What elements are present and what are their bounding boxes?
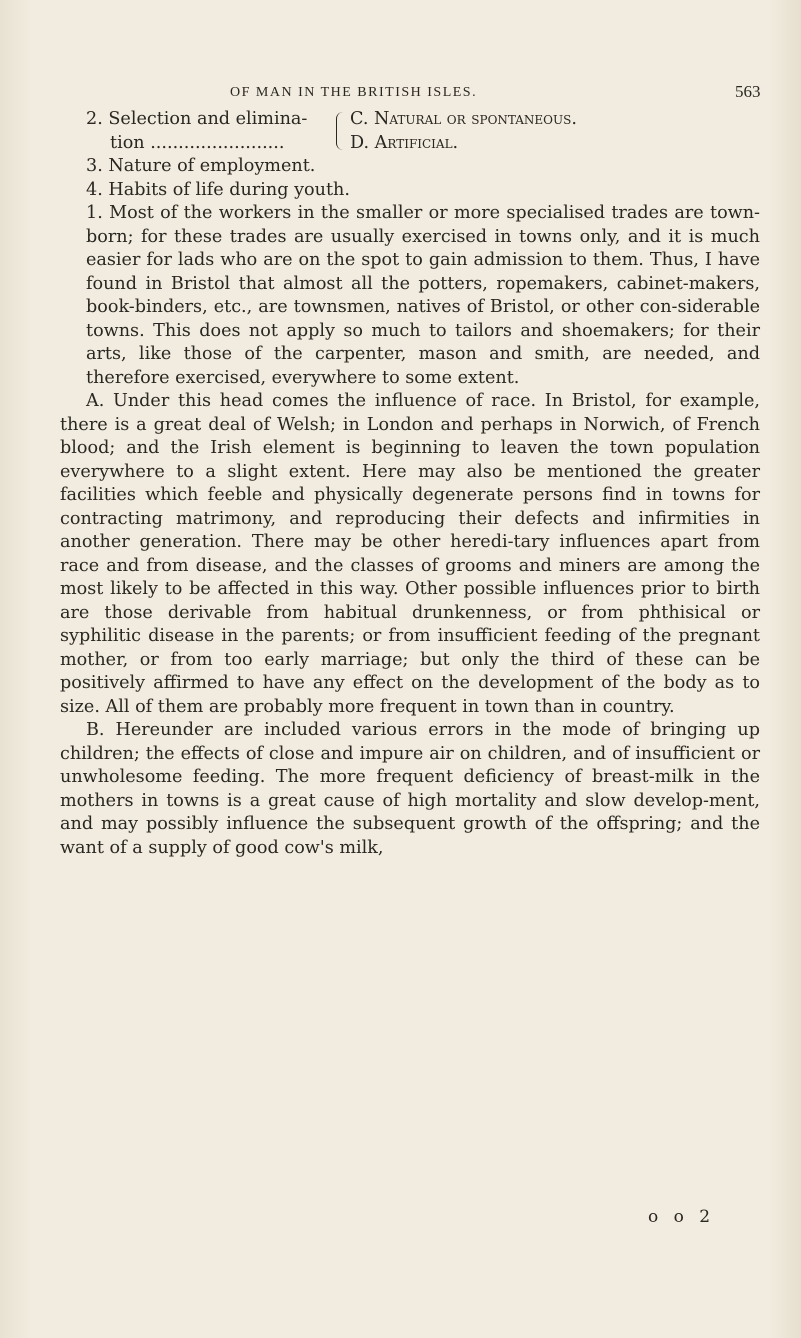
item-4: 4. Habits of life during youth.: [86, 179, 350, 200]
item-c-natural: C. Natural or spontaneous.: [350, 109, 577, 129]
paragraph-a-text: A. Under this head comes the influence of race. In Bristol, for example, there is a great deal of Welsh; in London and perhaps in Norwich, of French blood; and the Irish element is beginning to leaven the town population everywhere to a slight extent. Here may also be mentioned the greater facilities which feeble and physically degenerate persons find in towns for contracting matrimony, and reproducing their defects and infirmities in another generation. There may be other heredi-tary influences apart from race and from disease, and the classes of grooms and miners are among the most likely to be affected in this way. Other possible influences prior to birth are those derivable from habitual drunkenness, or from phthisical or syphilitic disease in the parents; or from insufficient feeding of the pregnant mother, or from too early marriage; but only the third of these can be positively affirmed to have any effect on the development of the body as to size. All of them are probably more frequent in town than in country.: [60, 391, 760, 717]
running-head: OF MAN IN THE BRITISH ISLES.: [230, 85, 478, 100]
paragraph-b-text: B. Hereunder are included various errors in the mode of bringing up children; the effects of close and impure air on children, and of insufficient or unwholesome feeding. The more frequent deficiency of breast-milk in the mothers in towns is a great cause of high mortality and slow develop-ment, and may possibly influence the subsequent growth of the offspring; and the want of a supply of good cow's milk,: [60, 720, 760, 858]
classification-block: [60, 108, 760, 155]
item-2-continuation: tion ........................: [110, 132, 285, 153]
paragraph-a: [60, 390, 760, 719]
curly-brace-icon: [336, 112, 343, 150]
paragraph-1-text: 1. Most of the workers in the smaller or more specialised trades are town-born; for these trades are usually exercised in towns only, and it is much easier for lads who are on the spot to gain admission to them. Thus, I have found in Bristol that almost all the potters, ropemakers, cabinet-makers, book-binders, etc., are townsmen, natives of Bristol, or other con-siderable towns. This does not apply so much to tailors and shoemakers; for their arts, like those of the carpenter, mason and smith, are needed, and therefore exercised, everywhere to some extent.: [86, 203, 760, 388]
paragraph-1: [60, 202, 760, 390]
page-number: 563: [735, 82, 761, 101]
item-3: 3. Nature of employment.: [86, 156, 316, 176]
signature-mark: o o 2: [648, 1207, 716, 1227]
paragraph-b: [60, 719, 760, 860]
item-d-artificial: D. Artificial.: [350, 132, 459, 153]
item-2-label: 2. Selection and elimina-: [86, 109, 308, 129]
page-body: [60, 108, 760, 860]
